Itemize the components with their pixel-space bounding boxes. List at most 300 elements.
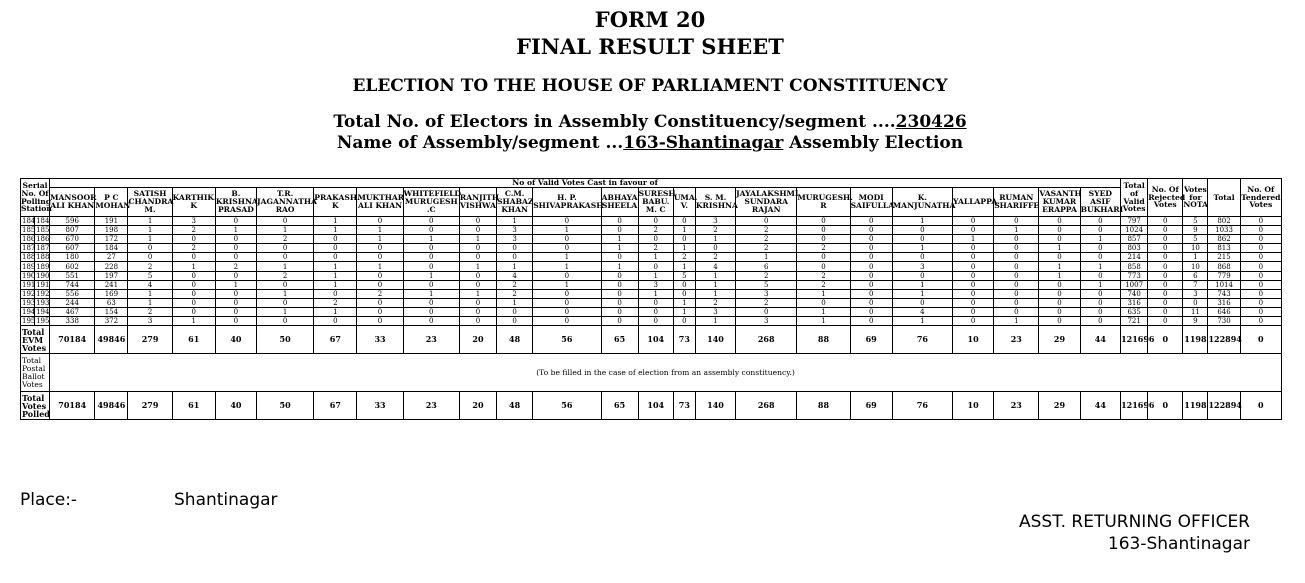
vote-cell: 0 (892, 253, 952, 262)
total-polled-row-cell: 279 (128, 392, 172, 420)
vote-cell: 4 (128, 280, 172, 289)
vote-cell: 0 (736, 307, 797, 316)
total-polled-row-summary-cell: 1198 (1183, 392, 1208, 420)
summary-cell: 1007 (1121, 280, 1148, 289)
summary-cell: 858 (1121, 262, 1148, 271)
summary-cell: 9 (1183, 226, 1208, 235)
vote-cell: 551 (50, 271, 95, 280)
vote-cell: 197 (95, 271, 128, 280)
table-row (21, 307, 1282, 316)
summary-cell: 1014 (1208, 280, 1240, 289)
vote-cell: 0 (1039, 235, 1080, 244)
vote-cell: 2 (736, 226, 797, 235)
vote-cell: 1 (257, 307, 314, 316)
vote-cell: 2 (128, 262, 172, 271)
vote-cell: 2 (736, 235, 797, 244)
total-evm-row-cell: 70184 (50, 326, 95, 354)
vote-cell: 5 (673, 271, 695, 280)
total-evm-row-summary-cell: 121696 (1121, 326, 1148, 354)
table-row (21, 226, 1282, 235)
vote-cell: 0 (953, 289, 994, 298)
table-row (21, 271, 1282, 280)
total-evm-row-cell: 20 (459, 326, 496, 354)
vote-cell: 0 (215, 253, 256, 262)
summary-cell: 721 (1121, 317, 1148, 326)
vote-cell: 0 (257, 298, 314, 307)
vote-cell: 1 (1080, 235, 1121, 244)
table-row (21, 262, 1282, 271)
vote-cell: 1 (601, 262, 638, 271)
vote-cell: 0 (892, 226, 952, 235)
total-evm-row-cell: 65 (601, 326, 638, 354)
vote-cell: 0 (357, 280, 403, 289)
vote-cell: 0 (1039, 280, 1080, 289)
vote-cell: 0 (601, 271, 638, 280)
vote-cell: 1 (128, 289, 172, 298)
candidate-header: SYED ASIF BUKHARI (1080, 188, 1121, 217)
vote-cell: 0 (797, 226, 850, 235)
total-evm-row-cell: 268 (736, 326, 797, 354)
vote-cell: 184 (95, 244, 128, 253)
vote-cell: 0 (215, 244, 256, 253)
vote-cell: 0 (850, 289, 892, 298)
vote-cell: 0 (994, 235, 1039, 244)
summary-cell: 10 (1183, 262, 1208, 271)
total-evm-row-cell: 48 (497, 326, 533, 354)
vote-cell: 1 (953, 235, 994, 244)
polling-station-number: 190 (36, 271, 50, 280)
polling-station-number: 187 (36, 244, 50, 253)
vote-cell: 63 (95, 298, 128, 307)
vote-cell: 1 (172, 262, 215, 271)
total-evm-row-cell: 88 (797, 326, 850, 354)
vote-cell: 1 (695, 235, 735, 244)
vote-cell: 0 (953, 253, 994, 262)
vote-cell: 0 (403, 317, 459, 326)
summary-cell: 646 (1208, 307, 1240, 316)
vote-cell: 1 (314, 262, 357, 271)
vote-cell: 0 (601, 226, 638, 235)
vote-cell: 0 (257, 217, 314, 226)
candidate-header: MUKTHAR ALI KHAN (357, 188, 403, 217)
vote-cell: 1 (314, 280, 357, 289)
summary-cell: 862 (1208, 235, 1240, 244)
result-table (20, 178, 1282, 420)
summary-cell: 0 (1240, 317, 1281, 326)
vote-cell: 0 (850, 317, 892, 326)
summary-cell: 773 (1121, 271, 1148, 280)
postal-ballot-note: (To be filled in the case of election from an assembly constituency.) (50, 354, 1282, 392)
vote-cell: 0 (172, 280, 215, 289)
vote-cell: 1 (1039, 271, 1080, 280)
candidate-header: H. P. SHIVAPRAKASH (533, 188, 601, 217)
summary-cell: 0 (1148, 307, 1183, 316)
vote-cell: 0 (215, 307, 256, 316)
summary-cell: 779 (1208, 271, 1240, 280)
table-row (21, 298, 1282, 307)
vote-cell: 0 (953, 244, 994, 253)
vote-cell: 0 (1080, 307, 1121, 316)
total-evm-row-cell: 50 (257, 326, 314, 354)
polling-station-number: 191 (36, 280, 50, 289)
polling-station-number: 185 (22, 226, 36, 235)
candidate-header: KARTHIK. K (172, 188, 215, 217)
total-evm-row-cell: 10 (953, 326, 994, 354)
segment-line (0, 133, 1300, 153)
summary-cell: 797 (1121, 217, 1148, 226)
summary-cell: 6 (1183, 271, 1208, 280)
candidate-header: C.M. SHABAZ KHAN (497, 188, 533, 217)
vote-cell: 1 (128, 217, 172, 226)
vote-cell: 1 (497, 262, 533, 271)
total-evm-row-cell: 44 (1080, 326, 1121, 354)
vote-cell: 0 (994, 298, 1039, 307)
polling-station-number: 186 (22, 235, 36, 244)
total-evm-row-cell: 40 (215, 326, 256, 354)
vote-cell: 0 (257, 317, 314, 326)
summary-cell: 0 (1148, 244, 1183, 253)
vote-cell: 0 (994, 280, 1039, 289)
polling-station-number: 189 (22, 262, 36, 271)
vote-cell: 0 (797, 298, 850, 307)
summary-cell: 9 (1183, 317, 1208, 326)
vote-cell: 1 (892, 217, 952, 226)
total-polled-row-cell: 88 (797, 392, 850, 420)
polling-station-number: 188 (22, 253, 36, 262)
vote-cell: 6 (736, 262, 797, 271)
vote-cell: 0 (638, 262, 673, 271)
summary-cell: 316 (1208, 298, 1240, 307)
total-evm-row-cell: 33 (357, 326, 403, 354)
tendered-header: No. Of Tendered Votes (1240, 179, 1281, 217)
summary-cell: 0 (1148, 262, 1183, 271)
vote-cell: 1 (892, 289, 952, 298)
vote-cell: 0 (1080, 271, 1121, 280)
vote-cell: 0 (695, 244, 735, 253)
vote-cell: 1 (533, 280, 601, 289)
vote-cell: 1 (314, 217, 357, 226)
total-polled-row-label: Total Votes Polled (22, 392, 50, 419)
total-evm-row-cell: 67 (314, 326, 357, 354)
total-evm-row-summary-cell: 1198 (1183, 326, 1208, 354)
electors-line (0, 112, 1300, 132)
vote-cell: 0 (459, 317, 496, 326)
segment-label: Name of Assembly/segment ... (336, 133, 624, 153)
vote-cell: 0 (797, 235, 850, 244)
candidate-header: YALLAPPA. (953, 188, 994, 217)
summary-cell: 803 (1121, 244, 1148, 253)
vote-cell: 0 (953, 317, 994, 326)
vote-cell: 0 (459, 217, 496, 226)
vote-cell: 0 (994, 262, 1039, 271)
vote-cell: 1 (601, 244, 638, 253)
table-row (21, 289, 1282, 298)
vote-cell: 1 (695, 289, 735, 298)
vote-cell: 1 (736, 253, 797, 262)
vote-cell: 2 (638, 226, 673, 235)
vote-cell: 2 (736, 244, 797, 253)
vote-cell: 1 (459, 235, 496, 244)
vote-cell: 0 (850, 271, 892, 280)
vote-cell: 1 (1039, 244, 1080, 253)
vote-cell: 1 (994, 226, 1039, 235)
vote-cell: 0 (215, 298, 256, 307)
vote-cell: 0 (215, 217, 256, 226)
vote-cell: 0 (638, 317, 673, 326)
summary-cell: 1033 (1208, 226, 1240, 235)
total-polled-row-cell: 104 (638, 392, 673, 420)
total-polled-row-cell: 23 (403, 392, 459, 420)
vote-cell: 1 (128, 235, 172, 244)
total-valid-header: Total of Valid Votes (1121, 179, 1148, 217)
summary-cell: 11 (1183, 307, 1208, 316)
vote-cell: 0 (953, 217, 994, 226)
officer-segment: 163-Shantinagar (1107, 534, 1250, 554)
vote-cell: 1 (357, 226, 403, 235)
vote-cell: 2 (797, 244, 850, 253)
vote-cell: 3 (736, 289, 797, 298)
total-polled-row-cell: 50 (257, 392, 314, 420)
vote-cell: 0 (533, 244, 601, 253)
summary-cell: 0 (1240, 253, 1281, 262)
total-polled-row (21, 392, 1282, 420)
vote-cell: 0 (497, 307, 533, 316)
vote-cell: 0 (850, 280, 892, 289)
total-polled-row-cell: 61 (172, 392, 215, 420)
vote-cell: 1 (892, 317, 952, 326)
vote-cell: 0 (601, 217, 638, 226)
election-title: ELECTION TO THE HOUSE OF PARLIAMENT CONSTITUENCY (352, 76, 948, 96)
vote-cell: 4 (695, 262, 735, 271)
vote-cell: 5 (128, 271, 172, 280)
candidate-header: WHITEFIELD MURUGESH .C (403, 188, 459, 217)
vote-cell: 1 (459, 262, 496, 271)
summary-cell: 1024 (1121, 226, 1148, 235)
summary-cell: 3 (1183, 289, 1208, 298)
summary-cell: 0 (1148, 226, 1183, 235)
vote-cell: 1 (673, 298, 695, 307)
vote-cell: 2 (638, 244, 673, 253)
vote-cell: 1 (215, 226, 256, 235)
vote-cell: 0 (994, 271, 1039, 280)
vote-cell: 1 (1080, 280, 1121, 289)
vote-cell: 1 (257, 226, 314, 235)
vote-cell: 0 (1039, 226, 1080, 235)
vote-cell: 0 (994, 217, 1039, 226)
summary-cell: 743 (1208, 289, 1240, 298)
total-polled-row-cell: 268 (736, 392, 797, 420)
polling-station-number: 194 (22, 307, 36, 316)
polling-station-number: 192 (36, 289, 50, 298)
postal-ballot-label: Total Postal Ballot Votes (21, 354, 50, 392)
vote-cell: 3 (497, 235, 533, 244)
form-number: FORM 20 (594, 7, 706, 32)
summary-cell: 0 (1240, 262, 1281, 271)
total-evm-row-cell: 23 (403, 326, 459, 354)
summary-cell: 0 (1148, 289, 1183, 298)
summary-cell: 857 (1121, 235, 1148, 244)
vote-cell: 1 (403, 235, 459, 244)
sheet-title: FINAL RESULT SHEET (516, 34, 784, 59)
vote-cell: 3 (497, 226, 533, 235)
total-polled-row-cell: 40 (215, 392, 256, 420)
vote-cell: 1 (497, 298, 533, 307)
vote-cell: 596 (50, 217, 95, 226)
vote-cell: 0 (673, 217, 695, 226)
vote-cell: 0 (403, 298, 459, 307)
vote-cell: 1 (601, 235, 638, 244)
candidate-header: MANSOOR ALI KHAN (50, 188, 95, 217)
vote-cell: 0 (172, 298, 215, 307)
vote-cell: 0 (1080, 289, 1121, 298)
polling-station-number: 190 (22, 271, 36, 280)
vote-cell: 0 (797, 253, 850, 262)
vote-cell: 0 (357, 317, 403, 326)
vote-cell: 4 (497, 271, 533, 280)
vote-cell: 0 (601, 253, 638, 262)
vote-cell: 1 (357, 235, 403, 244)
vote-cell: 0 (601, 280, 638, 289)
table-row (21, 244, 1282, 253)
total-polled-row-cell: 20 (459, 392, 496, 420)
serial-header: Serial No. Of Polling Station (21, 179, 50, 217)
candidate-header: MURUGESH. R (797, 188, 850, 217)
vote-cell: 0 (357, 217, 403, 226)
vote-cell: 1 (695, 271, 735, 280)
place-label: Place:- (20, 490, 78, 510)
polling-station-number: 192 (22, 289, 36, 298)
officer-title: ASST. RETURNING OFFICER (1019, 512, 1250, 532)
vote-cell: 0 (314, 235, 357, 244)
polling-station-number: 187 (22, 244, 36, 253)
summary-cell: 802 (1208, 217, 1240, 226)
vote-cell: 198 (95, 226, 128, 235)
vote-cell: 0 (357, 271, 403, 280)
vote-cell: 0 (533, 307, 601, 316)
summary-cell: 0 (1240, 271, 1281, 280)
vote-cell: 0 (1039, 317, 1080, 326)
vote-cell: 1 (673, 262, 695, 271)
vote-cell: 556 (50, 289, 95, 298)
total-evm-row-summary-cell: 0 (1148, 326, 1183, 354)
vote-cell: 0 (357, 253, 403, 262)
vote-cell: 602 (50, 262, 95, 271)
polling-station-number: 189 (36, 262, 50, 271)
summary-cell: 0 (1148, 271, 1183, 280)
candidate-header: SATISH CHANDRA M. (128, 188, 172, 217)
electors-label: Total No. of Electors in Assembly Constituency/segment .... (333, 112, 896, 132)
vote-cell: 0 (172, 289, 215, 298)
vote-cell: 169 (95, 289, 128, 298)
vote-cell: 0 (953, 307, 994, 316)
summary-cell: 316 (1121, 298, 1148, 307)
summary-cell: 868 (1208, 262, 1240, 271)
vote-cell: 1 (673, 226, 695, 235)
vote-cell: 1 (673, 307, 695, 316)
polling-station-number: 193 (36, 298, 50, 307)
vote-cell: 1 (459, 289, 496, 298)
vote-cell: 1 (215, 280, 256, 289)
vote-cell: 0 (1080, 317, 1121, 326)
total-polled-row-cell: 29 (1039, 392, 1080, 420)
vote-cell: 0 (533, 217, 601, 226)
vote-cell: 0 (403, 226, 459, 235)
vote-cell: 1 (1039, 262, 1080, 271)
total-evm-row-cell: 140 (695, 326, 735, 354)
vote-cell: 241 (95, 280, 128, 289)
vote-cell: 191 (95, 217, 128, 226)
table-row (21, 217, 1282, 226)
total-polled-row-cell: 70184 (50, 392, 95, 420)
vote-cell: 0 (1039, 217, 1080, 226)
vote-cell: 0 (403, 253, 459, 262)
vote-cell: 0 (850, 226, 892, 235)
candidate-header: ABHAYA SHEELA (601, 188, 638, 217)
vote-cell: 0 (215, 271, 256, 280)
vote-cell: 0 (497, 253, 533, 262)
candidate-header: PRAKASH. K (314, 188, 357, 217)
vote-cell: 0 (850, 217, 892, 226)
vote-cell: 0 (403, 280, 459, 289)
polling-station-number: 193 (22, 298, 36, 307)
vote-cell: 4 (892, 307, 952, 316)
vote-cell: 0 (403, 262, 459, 271)
vote-cell: 338 (50, 317, 95, 326)
vote-cell: 2 (172, 244, 215, 253)
vote-cell: 0 (673, 280, 695, 289)
vote-cell: 2 (357, 289, 403, 298)
candidate-header: SURESH BABU. M. C (638, 188, 673, 217)
vote-cell: 0 (673, 289, 695, 298)
total-polled-row-cell: 65 (601, 392, 638, 420)
vote-cell: 3 (695, 217, 735, 226)
vote-cell: 1 (403, 271, 459, 280)
vote-cell: 0 (403, 307, 459, 316)
vote-cell: 1 (892, 280, 952, 289)
vote-cell: 0 (1080, 244, 1121, 253)
vote-cell: 0 (533, 235, 601, 244)
vote-cell: 670 (50, 235, 95, 244)
vote-cell: 0 (403, 244, 459, 253)
vote-cell: 1 (172, 317, 215, 326)
vote-cell: 0 (994, 307, 1039, 316)
vote-cell: 1 (314, 271, 357, 280)
vote-cell: 2 (797, 271, 850, 280)
vote-cell: 1 (695, 280, 735, 289)
vote-cell: 1 (994, 317, 1039, 326)
total-polled-row-summary-cell: 0 (1240, 392, 1281, 420)
total-polled-row-cell: 76 (892, 392, 952, 420)
vote-cell: 1 (497, 217, 533, 226)
table-row (21, 280, 1282, 289)
total-evm-row-cell: 73 (673, 326, 695, 354)
candidate-header: MODI SAIFULLA (850, 188, 892, 217)
vote-cell: 0 (850, 244, 892, 253)
total-evm-row-cell: 56 (533, 326, 601, 354)
vote-cell: 0 (459, 298, 496, 307)
vote-cell: 2 (172, 226, 215, 235)
summary-cell: 0 (1240, 217, 1281, 226)
segment-value: 163-Shantinagar (623, 133, 784, 153)
candidate-header: T.R. JAGANNATHA RAO (257, 188, 314, 217)
vote-cell: 1 (797, 317, 850, 326)
summary-cell: 0 (1240, 235, 1281, 244)
vote-cell: 0 (257, 253, 314, 262)
total-evm-row (21, 326, 1282, 354)
summary-cell: 215 (1208, 253, 1240, 262)
vote-cell: 2 (497, 280, 533, 289)
vote-cell: 0 (1039, 289, 1080, 298)
